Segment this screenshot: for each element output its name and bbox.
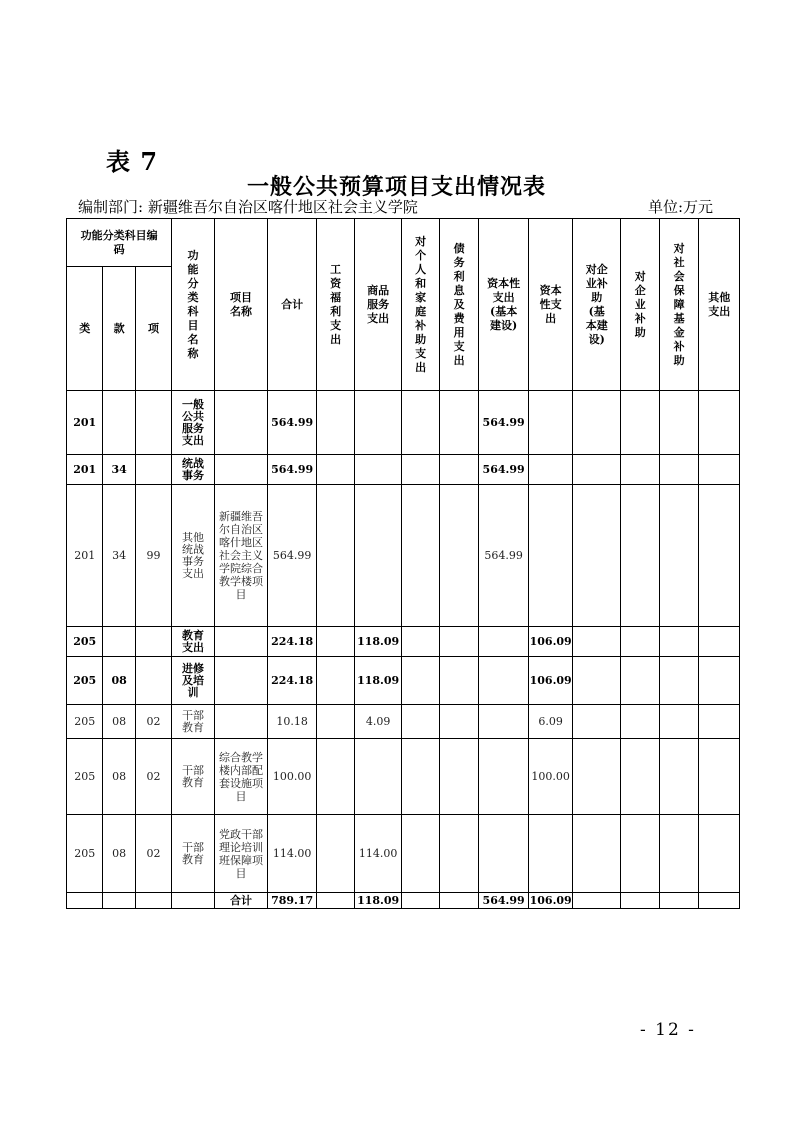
cell-enterprise-construct: [572, 485, 621, 627]
cell-debt: [440, 627, 478, 657]
cell-debt: [440, 455, 478, 485]
cell-other: [699, 657, 740, 705]
cell-project: 党政干部理论培训班保障项目: [214, 815, 268, 893]
cell-item: [135, 391, 171, 455]
cell-func-name: [172, 893, 215, 909]
cell-enterprise: [621, 657, 659, 705]
cell-social-fund: [659, 739, 698, 815]
cell-debt: [440, 815, 478, 893]
cell-item: [135, 455, 171, 485]
cell-item: 02: [135, 815, 171, 893]
cell-project: 新疆维吾尔自治区喀什地区社会主义学院综合教学楼项目: [214, 485, 268, 627]
cell-project: [214, 657, 268, 705]
cell-func-name: 干部教育: [172, 739, 215, 815]
cell-class: 205: [67, 705, 103, 739]
cell-total: 564.99: [268, 391, 317, 455]
cell-func-name: 干部教育: [172, 815, 215, 893]
cell-wages: [316, 657, 354, 705]
col-header-enterprise-construct: 对企业补助(基本建设): [572, 219, 621, 391]
cell-capital-construct: [478, 739, 529, 815]
cell-project: [214, 627, 268, 657]
cell-wages: [316, 739, 354, 815]
cell-func-name: 一般公共服务支出: [172, 391, 215, 455]
cell-social-fund: [659, 391, 698, 455]
cell-personal: [401, 627, 439, 657]
cell-item: 99: [135, 485, 171, 627]
cell-class: 201: [67, 391, 103, 455]
cell-social-fund: [659, 815, 698, 893]
table-row: [67, 705, 740, 739]
cell-class: 201: [67, 455, 103, 485]
cell-enterprise-construct: [572, 739, 621, 815]
cell-item: 02: [135, 705, 171, 739]
cell-social-fund: [659, 893, 698, 909]
col-header-social-fund: 对社会保障基金补助: [659, 219, 698, 391]
cell-personal: [401, 739, 439, 815]
cell-social-fund: [659, 485, 698, 627]
cell-func-name: 干部教育: [172, 705, 215, 739]
col-header-personal: 对个人和家庭补助支出: [401, 219, 439, 391]
cell-capital: [529, 815, 573, 893]
unit-label: 单位:万元: [648, 198, 714, 216]
cell-wages: [316, 391, 354, 455]
cell-other: [699, 391, 740, 455]
cell-personal: [401, 485, 439, 627]
cell-other: [699, 627, 740, 657]
cell-goods: 118.09: [355, 627, 402, 657]
table-number: 表 7: [106, 147, 159, 176]
cell-item: [135, 627, 171, 657]
cell-capital: 6.09: [529, 705, 573, 739]
cell-total: 10.18: [268, 705, 317, 739]
col-header-enterprise: 对企业补助: [621, 219, 659, 391]
table-row: [67, 455, 740, 485]
cell-section: [103, 893, 135, 909]
cell-enterprise: [621, 893, 659, 909]
cell-other: [699, 815, 740, 893]
cell-goods: 4.09: [355, 705, 402, 739]
cell-wages: [316, 455, 354, 485]
cell-project: [214, 391, 268, 455]
col-header-capital-construct: 资本性支出(基本建设): [478, 219, 529, 391]
cell-enterprise: [621, 391, 659, 455]
cell-item: [135, 657, 171, 705]
cell-enterprise: [621, 739, 659, 815]
cell-capital: 106.09: [529, 627, 573, 657]
cell-personal: [401, 657, 439, 705]
col-header-section: 款: [103, 267, 135, 391]
cell-personal: [401, 893, 439, 909]
cell-enterprise: [621, 485, 659, 627]
cell-class: 201: [67, 485, 103, 627]
cell-enterprise: [621, 815, 659, 893]
cell-section: [103, 627, 135, 657]
cell-class: 205: [67, 739, 103, 815]
cell-debt: [440, 485, 478, 627]
header-row-1: [67, 219, 740, 267]
cell-capital-construct: 564.99: [478, 391, 529, 455]
cell-enterprise: [621, 705, 659, 739]
cell-section: 34: [103, 485, 135, 627]
cell-personal: [401, 815, 439, 893]
cell-capital: 100.00: [529, 739, 573, 815]
cell-class: 205: [67, 627, 103, 657]
cell-goods: [355, 455, 402, 485]
page-title: 一般公共预算项目支出情况表: [246, 174, 546, 200]
cell-section: 08: [103, 739, 135, 815]
cell-goods: [355, 391, 402, 455]
cell-debt: [440, 893, 478, 909]
cell-capital-construct: [478, 627, 529, 657]
cell-debt: [440, 391, 478, 455]
table-row: [67, 657, 740, 705]
cell-capital: [529, 455, 573, 485]
cell-enterprise-construct: [572, 705, 621, 739]
cell-other: [699, 739, 740, 815]
cell-func-name: 进修及培训: [172, 657, 215, 705]
col-header-class: 类: [67, 267, 103, 391]
cell-wages: [316, 627, 354, 657]
cell-enterprise-construct: [572, 815, 621, 893]
cell-section: [103, 391, 135, 455]
cell-debt: [440, 657, 478, 705]
col-header-capital: 资本性支出: [529, 219, 573, 391]
cell-capital-construct: [478, 657, 529, 705]
cell-capital-construct: 564.99: [478, 485, 529, 627]
col-header-item: 项: [135, 267, 171, 391]
page-number: - 12 -: [640, 1020, 696, 1040]
cell-total: 224.18: [268, 627, 317, 657]
col-header-func-name: 功能分类科目名称: [172, 219, 215, 391]
col-header-debt: 债务利息及费用支出: [440, 219, 478, 391]
cell-goods: 118.09: [355, 893, 402, 909]
total-row: [67, 893, 740, 909]
cell-class: [67, 893, 103, 909]
cell-total: 224.18: [268, 657, 317, 705]
cell-goods: 118.09: [355, 657, 402, 705]
cell-debt: [440, 705, 478, 739]
total-label: 合计: [214, 893, 268, 909]
cell-section: 34: [103, 455, 135, 485]
budget-table: [66, 218, 740, 909]
cell-wages: [316, 893, 354, 909]
cell-social-fund: [659, 705, 698, 739]
cell-total: 564.99: [268, 485, 317, 627]
cell-project: [214, 705, 268, 739]
cell-capital: [529, 391, 573, 455]
cell-personal: [401, 455, 439, 485]
cell-capital: 106.09: [529, 894, 572, 907]
col-header-wages: 工资福利支出: [316, 219, 354, 391]
cell-total: 114.00: [268, 815, 317, 893]
col-header-goods: 商品服务支出: [355, 219, 402, 391]
cell-goods: [355, 485, 402, 627]
cell-class: 205: [67, 815, 103, 893]
cell-goods: [355, 739, 402, 815]
cell-enterprise-construct: [572, 455, 621, 485]
col-header-project-name: 项目名称: [214, 219, 268, 391]
cell-capital-construct: 564.99: [478, 893, 529, 909]
cell-func-name: 其他统战事务支出: [172, 485, 215, 627]
cell-social-fund: [659, 657, 698, 705]
cell-project: 综合教学楼内部配套设施项目: [214, 739, 268, 815]
cell-project: [214, 455, 268, 485]
cell-capital-construct: [478, 815, 529, 893]
cell-enterprise-construct: [572, 391, 621, 455]
table-row: [67, 627, 740, 657]
cell-goods: 114.00: [355, 815, 402, 893]
cell-other: [699, 485, 740, 627]
cell-section: 08: [103, 815, 135, 893]
cell-total: 564.99: [268, 455, 317, 485]
cell-section: 08: [103, 657, 135, 705]
cell-social-fund: [659, 455, 698, 485]
col-header-other: 其他支出: [699, 219, 740, 391]
cell-other: [699, 455, 740, 485]
cell-item: 02: [135, 739, 171, 815]
cell-other: [699, 893, 740, 909]
cell-enterprise-construct: [572, 657, 621, 705]
cell-social-fund: [659, 627, 698, 657]
cell-total: 100.00: [268, 739, 317, 815]
cell-debt: [440, 739, 478, 815]
cell-capital-construct: 564.99: [478, 455, 529, 485]
cell-func-name: 统战事务: [172, 455, 215, 485]
col-header-code-group: 功能分类科目编码: [67, 219, 172, 267]
cell-personal: [401, 391, 439, 455]
org-label: 编制部门: 新疆维吾尔自治区喀什地区社会主义学院: [78, 198, 418, 216]
table-row: [67, 739, 740, 815]
cell-enterprise-construct: [572, 893, 621, 909]
col-header-total: 合计: [268, 219, 317, 391]
cell-capital-construct: [478, 705, 529, 739]
table-row: [67, 815, 740, 893]
cell-personal: [401, 705, 439, 739]
cell-enterprise: [621, 455, 659, 485]
cell-wages: [316, 705, 354, 739]
cell-other: [699, 705, 740, 739]
cell-section: 08: [103, 705, 135, 739]
cell-capital: [529, 485, 573, 627]
cell-wages: [316, 815, 354, 893]
cell-class: 205: [67, 657, 103, 705]
table-row: [67, 485, 740, 627]
cell-enterprise-construct: [572, 627, 621, 657]
cell-wages: [316, 485, 354, 627]
cell-capital: 106.09: [529, 657, 573, 705]
cell-func-name: 教育支出: [172, 627, 215, 657]
cell-total: 789.17: [268, 893, 317, 909]
table-row: [67, 391, 740, 455]
cell-enterprise: [621, 627, 659, 657]
cell-item: [135, 893, 171, 909]
